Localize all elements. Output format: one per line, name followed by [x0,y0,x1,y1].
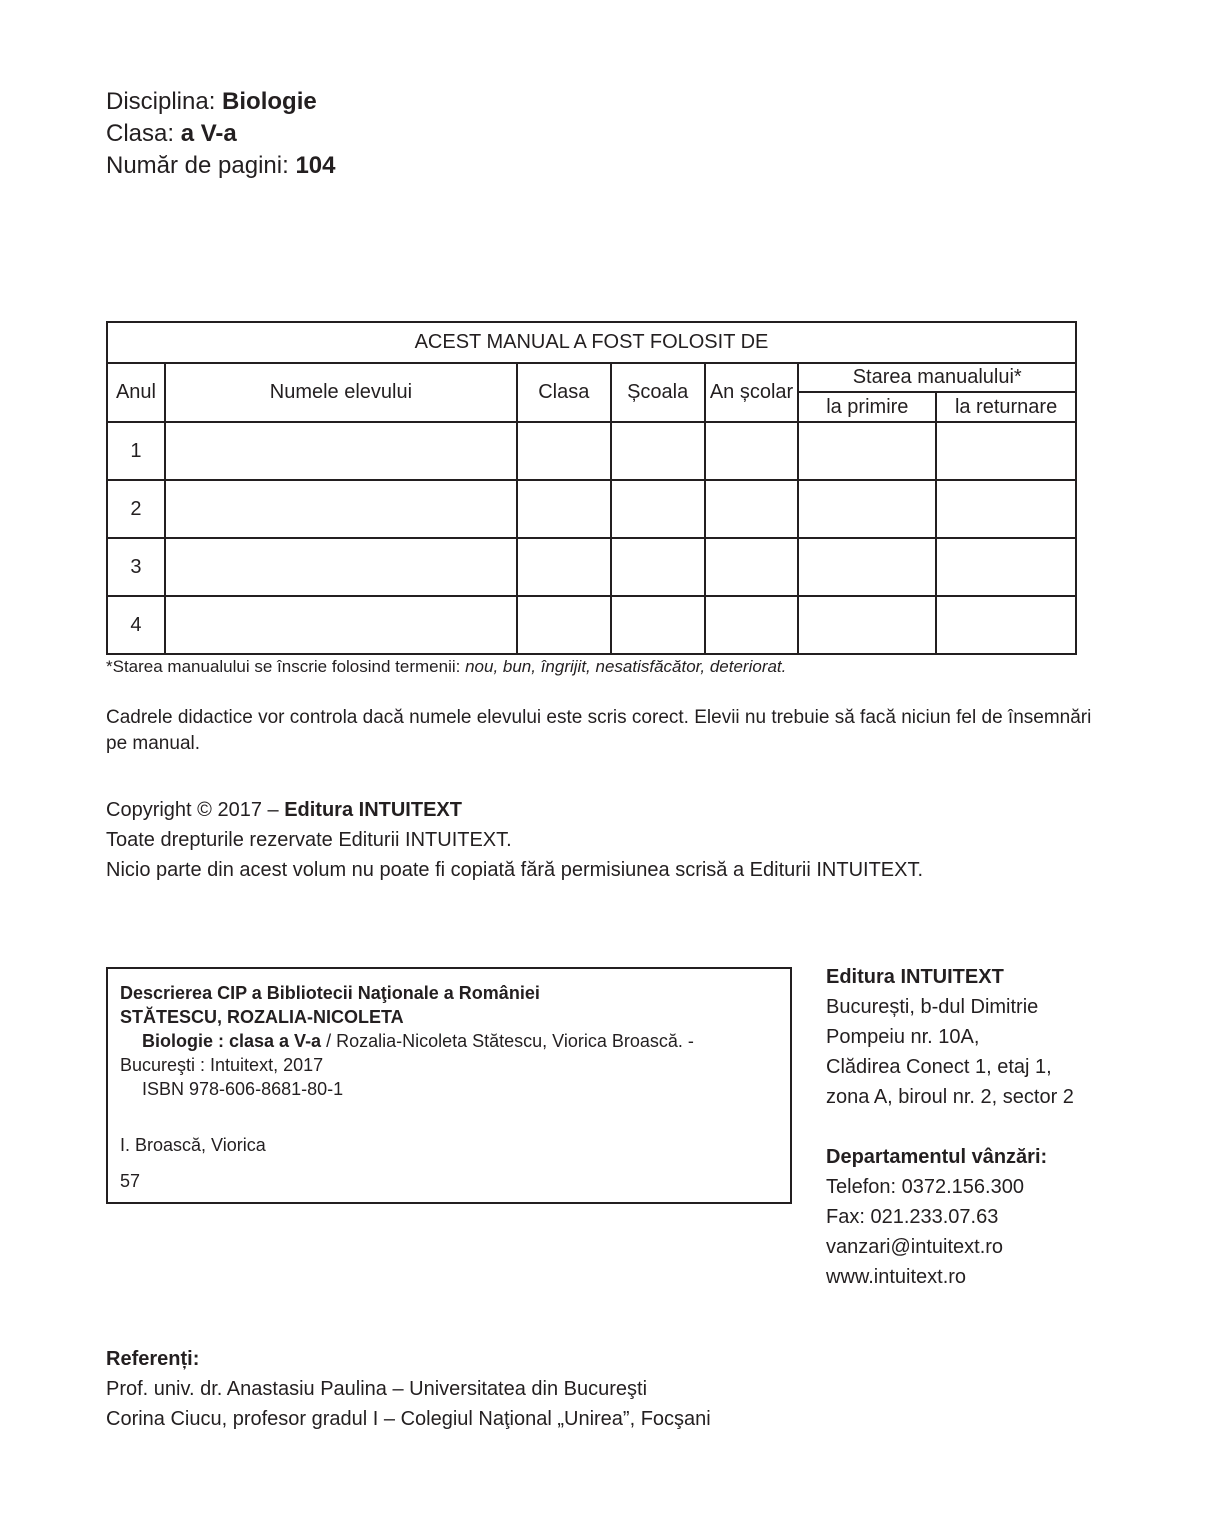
cip-code: 57 [120,1171,141,1191]
footnote-text: *Starea manualului se înscrie folosind termenii: [106,657,466,676]
discipline-value: Biologie [222,88,317,115]
class-cell[interactable] [517,538,611,596]
table-row [107,538,1076,596]
discipline-line [106,86,335,118]
address-line: Clădirea Conect 1, etaj 1, [826,1056,1052,1078]
copyright-line [106,795,923,825]
reviewer-item: Prof. univ. dr. Anastasiu Paulina – Universitatea din Bucureşti [106,1378,648,1400]
class-line [106,118,335,150]
sales-heading-text: Departamentul vânzări: [826,1146,1048,1168]
table-row [107,480,1076,538]
return-cell[interactable] [936,596,1076,654]
student-cell[interactable] [165,596,517,654]
row-number: 4 [107,596,165,654]
discipline-label: Disciplina: [106,88,216,115]
receipt-cell[interactable] [798,480,936,538]
copyright-publisher: Editura INTUITEXT [284,799,462,821]
student-cell[interactable] [165,538,517,596]
class-cell[interactable] [517,596,611,654]
class-value: a V-a [180,120,237,147]
school-cell[interactable] [611,538,705,596]
cip-box [106,967,792,1204]
header-school: Școala [611,363,705,422]
copyright-prefix: Copyright © 2017 – [106,799,285,821]
receipt-cell[interactable] [798,422,936,480]
address-line: zona A, biroul nr. 2, sector 2 [826,1086,1074,1108]
cip-coauthor: I. Broască, Viorica [120,1135,266,1155]
pages-line [106,150,335,182]
receipt-cell[interactable] [798,538,936,596]
copy-restriction-line: Nicio parte din acest volum nu poate fi copiată fără permisiunea scrisă a Editurii INTUITEXT. [106,859,924,881]
school-cell[interactable] [611,480,705,538]
website-link[interactable]: www.intuitext.ro [826,1266,967,1288]
student-cell[interactable] [165,422,517,480]
reviewers-block [106,1344,711,1434]
cip-author: STĂTESCU, ROZALIA-NICOLETA [120,1007,404,1027]
table-row [107,596,1076,654]
row-number: 3 [107,538,165,596]
publisher-contact [826,962,1074,1292]
address-line: Pompeiu nr. 10A, [826,1026,980,1048]
cip-imprint: Bucureşti : Intuitext, 2017 [120,1055,324,1075]
book-metadata [106,86,335,182]
reviewers-heading: Referenți: [106,1348,200,1370]
header-on-return: la returnare [936,392,1076,422]
table-title: ACEST MANUAL A FOST FOLOSIT DE [107,322,1076,363]
condition-footnote [106,655,786,679]
header-school-year: An școlar [705,363,799,422]
email-link[interactable]: vanzari@intuitext.ro [826,1236,1004,1258]
fax: Fax: 021.233.07.63 [826,1206,999,1228]
phone: Telefon: 0372.156.300 [826,1176,1024,1198]
school-cell[interactable] [611,596,705,654]
header-student: Numele elevului [165,363,517,422]
publisher-name: Editura INTUITEXT [826,966,1004,988]
header-on-receipt: la primire [798,392,936,422]
receipt-cell[interactable] [798,596,936,654]
reviewer-item: Corina Ciucu, profesor gradul I – Colegiul Naţional „Unirea”, Focşani [106,1408,711,1430]
row-number: 2 [107,480,165,538]
copyright-block [106,795,923,885]
cip-isbn: ISBN 978-606-8681-80-1 [142,1079,344,1099]
school-year-cell[interactable] [705,422,799,480]
cip-title-rest: / Rozalia-Nicoleta Stătescu, Viorica Broască. - [321,1031,694,1051]
return-cell[interactable] [936,480,1076,538]
cip-heading: Descrierea CIP a Bibliotecii Naţionale a României [120,983,540,1003]
cip-title-line [120,1029,778,1053]
address-line: București, b-dul Dimitrie [826,996,1039,1018]
footnote-terms: nou, bun, îngrijit, nesatisfăcător, deteriorat. [465,657,787,676]
pages-label: Număr de pagini: [106,152,289,179]
table-row [107,422,1076,480]
sales-heading [826,1142,1074,1172]
header-condition: Starea manualului* [798,363,1076,392]
usage-table [106,321,1077,655]
school-year-cell[interactable] [705,538,799,596]
teacher-notice: Cadrele didactice vor controla dacă numele elevului este scris corect. Elevii nu trebuie să facă niciun fel de însemnări pe manual. [106,707,1092,754]
school-year-cell[interactable] [705,596,799,654]
student-cell[interactable] [165,480,517,538]
rights-line: Toate drepturile rezervate Editurii INTUITEXT. [106,829,512,851]
cip-title: Biologie : clasa a V-a [142,1031,322,1051]
school-cell[interactable] [611,422,705,480]
return-cell[interactable] [936,422,1076,480]
header-class: Clasa [517,363,611,422]
pages-value: 104 [295,152,336,179]
class-cell[interactable] [517,422,611,480]
header-year: Anul [107,363,165,422]
row-number: 1 [107,422,165,480]
class-label: Clasa: [106,120,175,147]
school-year-cell[interactable] [705,480,799,538]
return-cell[interactable] [936,538,1076,596]
class-cell[interactable] [517,480,611,538]
